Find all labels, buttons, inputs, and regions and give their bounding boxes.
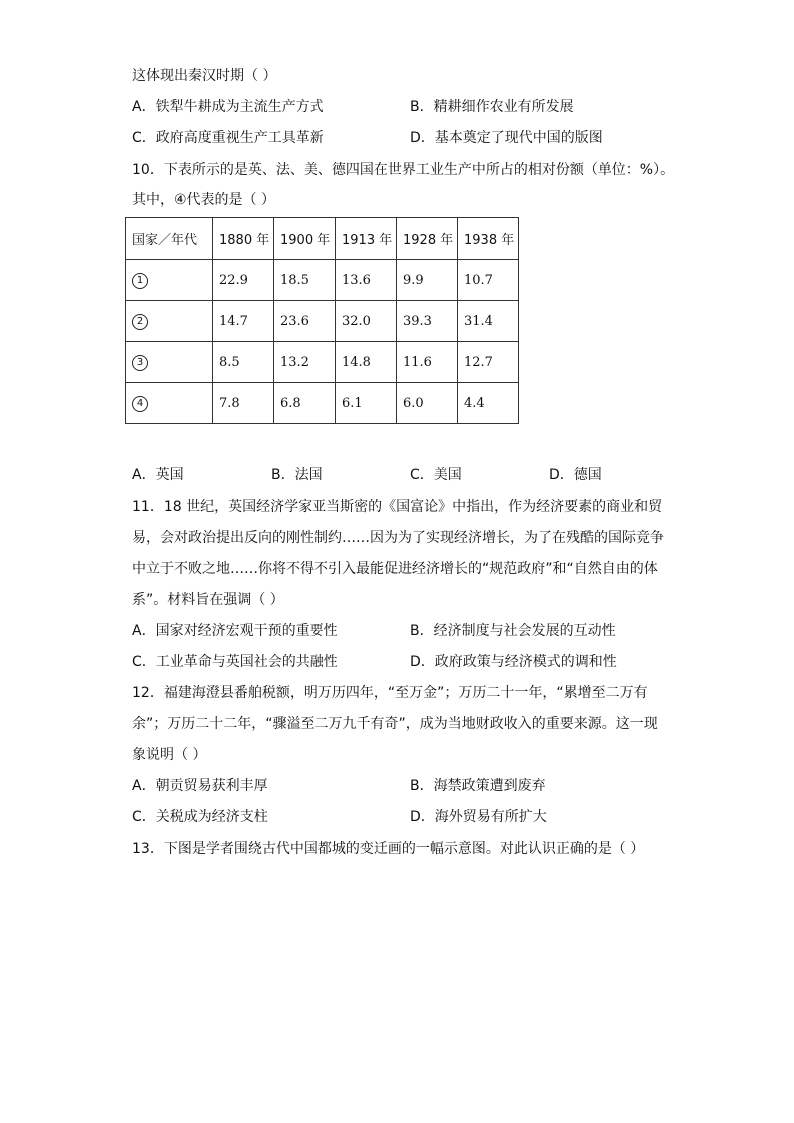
q11-stem-line-2: 易，会对政治提出反向的刚性制约……因为为了实现经济增长，为了在残酷的国际竞争: [132, 530, 664, 546]
table-cell: 22.9: [213, 260, 274, 301]
table-cell: 39.3: [397, 301, 458, 342]
table-header-cell: 国家／年代: [126, 218, 213, 260]
table-cell: 6.8: [274, 383, 336, 424]
q10-option-c[interactable]: C．美国: [410, 467, 462, 483]
q10-stem-line-1: 10．下表所示的是英、法、美、德四国在世界工业生产中所占的相对份额（单位：%）。: [132, 162, 675, 178]
circled-number: 2: [132, 314, 148, 330]
q11-option-b[interactable]: B．经济制度与社会发展的互动性: [410, 623, 616, 639]
q10-stem-line-2: 其中，④代表的是（ ）: [132, 192, 276, 208]
table-cell: 23.6: [274, 301, 336, 342]
q9-option-a[interactable]: A．铁犁牛耕成为主流生产方式: [132, 99, 324, 115]
table-row: [126, 301, 519, 342]
table-row: [126, 260, 519, 301]
circled-number: 1: [132, 273, 148, 289]
table-cell: 11.6: [397, 342, 458, 383]
table-header-cell: 1900 年: [274, 218, 336, 260]
row-label-cell: [126, 342, 213, 383]
circled-number: 4: [132, 396, 148, 412]
table-row: [126, 342, 519, 383]
table-cell: 14.7: [213, 301, 274, 342]
industrial-share-table: [125, 217, 519, 424]
q11-option-d[interactable]: D．政府政策与经济模式的调和性: [410, 654, 617, 670]
table-cell: 4.4: [458, 383, 519, 424]
table-cell: 32.0: [336, 301, 397, 342]
q9-option-b[interactable]: B．精耕细作农业有所发展: [410, 99, 574, 115]
row-label-cell: [126, 260, 213, 301]
circled-number: 3: [132, 355, 148, 371]
table-cell: 31.4: [458, 301, 519, 342]
table-header-cell: 1913 年: [336, 218, 397, 260]
q12-stem-line-2: 余”；万历二十二年，“骤溢至二万九千有奇”，成为当地财政收入的重要来源。这一现: [132, 716, 658, 732]
row-label-cell: [126, 383, 213, 424]
table-header-cell: 1928 年: [397, 218, 458, 260]
table-cell: 8.5: [213, 342, 274, 383]
table-cell: 10.7: [458, 260, 519, 301]
q10-option-d[interactable]: D．德国: [549, 467, 602, 483]
q12-option-a[interactable]: A．朝贡贸易获利丰厚: [132, 778, 268, 794]
table-header-row: [126, 218, 519, 260]
q12-option-c[interactable]: C．关税成为经济支柱: [132, 809, 268, 825]
q11-option-a[interactable]: A．国家对经济宏观干预的重要性: [132, 623, 338, 639]
q11-stem-line-4: 系”。材料旨在强调（ ）: [132, 592, 284, 608]
q13-stem-line-1: 13．下图是学者围绕古代中国都城的变迁画的一幅示意图。对此认识正确的是（ ）: [132, 841, 645, 857]
q9-option-d[interactable]: D．基本奠定了现代中国的版图: [410, 130, 603, 146]
table-cell: 14.8: [336, 342, 397, 383]
table-cell: 13.2: [274, 342, 336, 383]
row-label-cell: [126, 301, 213, 342]
q11-stem-line-1: 11．18 世纪，英国经济学家亚当斯密的《国富论》中指出，作为经济要素的商业和贸: [132, 499, 663, 515]
table-header-cell: 1880 年: [213, 218, 274, 260]
q11-stem-line-3: 中立于不败之地……你将不得不引入最能促进经济增长的“规范政府”和“自然自由的体: [132, 561, 658, 577]
table-cell: 6.0: [397, 383, 458, 424]
table-cell: 12.7: [458, 342, 519, 383]
q12-stem-line-3: 象说明（ ）: [132, 747, 207, 763]
table-cell: 18.5: [274, 260, 336, 301]
q12-stem-line-1: 12．福建海澄县番舶税额，明万历四年，“至万金”；万历二十一年，“累增至二万有: [132, 685, 648, 701]
q11-option-c[interactable]: C．工业革命与英国社会的共融性: [132, 654, 338, 670]
q12-option-b[interactable]: B．海禁政策遭到废弃: [410, 778, 546, 794]
table-cell: 6.1: [336, 383, 397, 424]
q9-option-c[interactable]: C．政府高度重视生产工具革新: [132, 130, 324, 146]
table-cell: 7.8: [213, 383, 274, 424]
table-row: [126, 383, 519, 424]
q10-option-a[interactable]: A．英国: [132, 467, 184, 483]
q12-option-d[interactable]: D．海外贸易有所扩大: [410, 809, 547, 825]
table-cell: 13.6: [336, 260, 397, 301]
q9-stem-end: 这体现出秦汉时期（ ）: [132, 68, 277, 84]
table-cell: 9.9: [397, 260, 458, 301]
table-header-cell: 1938 年: [458, 218, 519, 260]
q10-option-b[interactable]: B．法国: [271, 467, 323, 483]
